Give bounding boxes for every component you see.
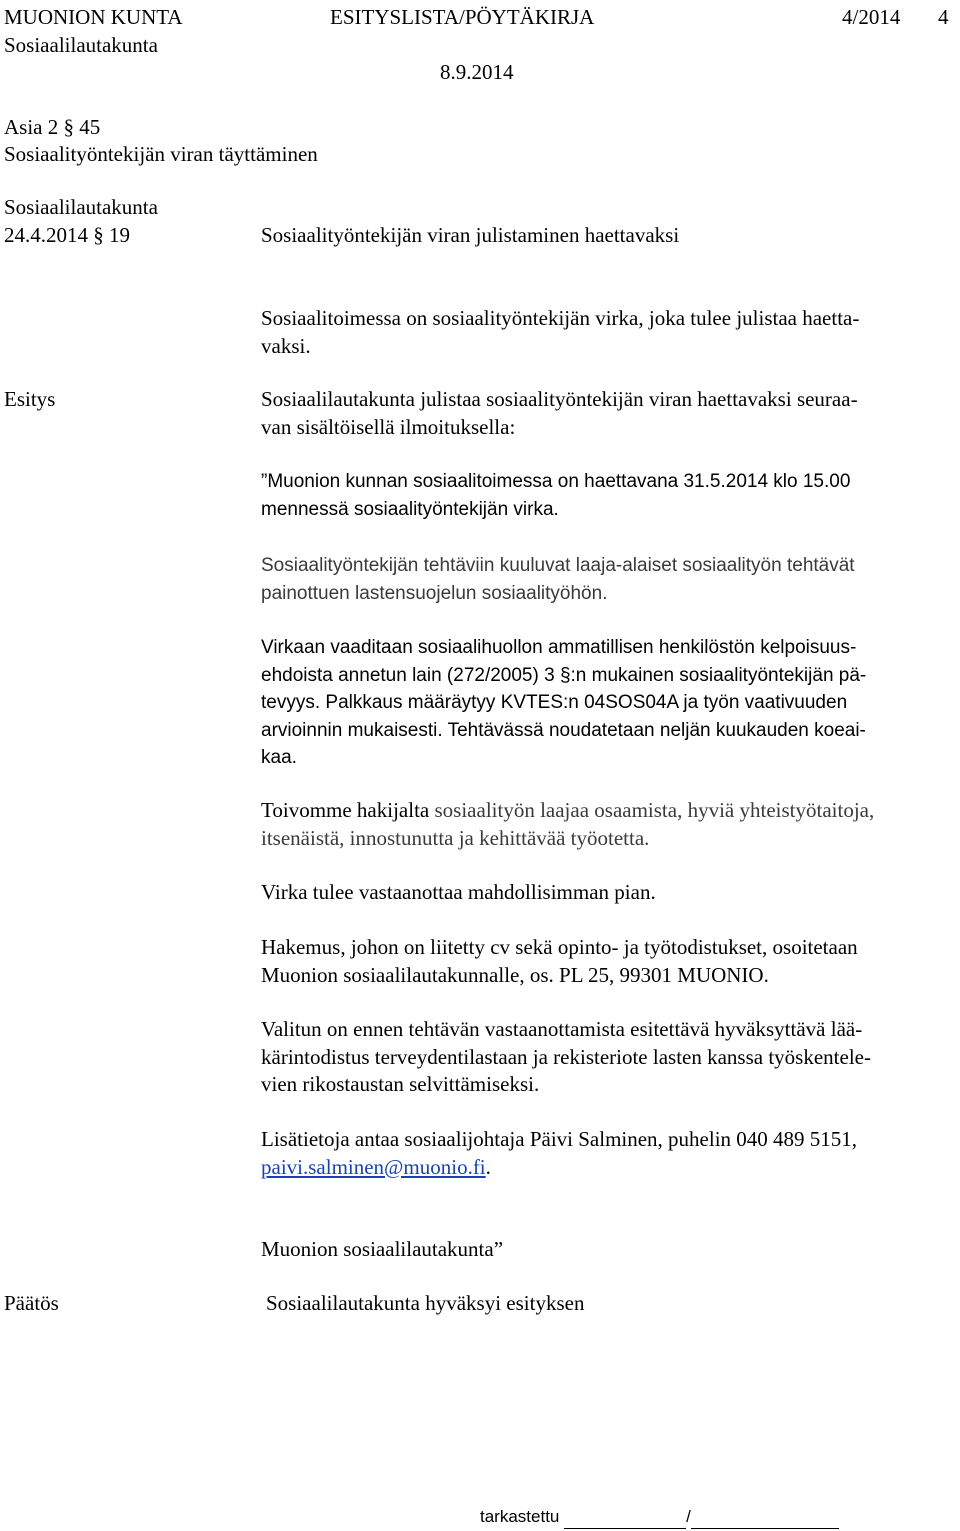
text-line: ehdoista annetun lain (272/2005) 3 §:n mukainen sosiaalityöntekijän pä- (261, 664, 867, 686)
esitys-paragraph (261, 386, 956, 441)
text-line: vaksi. (261, 333, 311, 358)
announcement-signature (261, 1236, 956, 1264)
page-number: 4 (938, 5, 949, 29)
text-line: Virkaan vaaditaan sosiaalihuollon ammatillisen henkilöstön kelpoisuus- (261, 637, 857, 658)
text-line: mennessä sosiaalityöntekijän virka. (261, 498, 559, 520)
announcement-p4 (261, 797, 956, 852)
esitys-label: Esitys (4, 387, 56, 411)
intro-paragraph (261, 305, 956, 360)
paatos-text: Sosiaalilautakunta hyväksyi esityksen (266, 1291, 585, 1315)
email-link[interactable]: paivi.salminen@muonio.fi (261, 1154, 486, 1179)
announcement-p1 (261, 468, 956, 523)
announcement-p7 (261, 1016, 956, 1099)
announcement-p2 (261, 552, 956, 607)
checked-slash: / (686, 1507, 691, 1526)
text-line: kaa. (261, 747, 297, 768)
prev-title: Sosiaalityöntekijän viran julistaminen haettavaksi (261, 223, 680, 247)
announcement-p5 (261, 879, 956, 907)
text-line: Virka tulee vastaanottaa mahdollisimman pian. (261, 880, 656, 904)
announcement-p3 (261, 634, 956, 772)
text-line: Muonion sosiaalilautakunta” (261, 1237, 504, 1261)
checked-line (480, 1506, 839, 1529)
text-line: Sosiaalitoimessa on sosiaalityöntekijän virka, joka tulee julistaa haetta- (261, 306, 860, 330)
announcement-p8 (261, 1126, 956, 1181)
text-line: arvioinnin mukaisesti. Tehtävässä noudatetaan neljän kuukauden koeai- (261, 719, 866, 741)
announcement-p6 (261, 934, 956, 989)
text-rest: sosiaalityön laajaa osaamista, hyviä yhteistyötaitoja, (429, 798, 875, 822)
text-line: Lisätietoja antaa sosiaalijohtaja Päivi Salminen, puhelin 040 489 5151, (261, 1127, 858, 1151)
signature-line-2 (691, 1506, 839, 1529)
signature-line-1 (564, 1506, 686, 1529)
meeting-date: 8.9.2014 (440, 60, 514, 84)
text-line: Valitun on ennen tehtävän vastaanottamista esitettävä hyväksyttävä lää- (261, 1017, 863, 1041)
issue-number: 4/2014 (842, 5, 901, 29)
text-line: Sosiaalilautakunta julistaa sosiaalityöntekijän viran haettavaksi seuraa- (261, 387, 858, 411)
text-lead: Toivomme hakijalta (261, 798, 430, 822)
text-line: Hakemus, johon on liitetty cv sekä opinto- ja työtodistukset, osoitetaan (261, 935, 858, 959)
text-line (261, 797, 956, 825)
board-name: Sosiaalilautakunta (4, 33, 158, 57)
prev-board: Sosiaalilautakunta (4, 195, 158, 219)
text-line: van sisältöisellä ilmoituksella: (261, 414, 516, 439)
text-line: itsenäistä, innostunutta ja kehittävää työotetta. (261, 825, 650, 850)
text-line: tevyys. Palkkaus määräytyy KVTES:n 04SOS04A ja työn vaativuuden (261, 692, 848, 713)
text-line (261, 1154, 956, 1182)
municipality-name: MUONION KUNTA (4, 5, 183, 29)
text-line: Muonion sosiaalilautakunnalle, os. PL 25, 99301 MUONIO. (261, 962, 769, 987)
document-type: ESITYSLISTA/PÖYTÄKIRJA (330, 5, 595, 29)
text-line: painottuen lastensuojelun sosiaalityöhön. (261, 582, 608, 604)
text-line: ”Muonion kunnan sosiaalitoimessa on haettavana 31.5.2014 klo 15.00 (261, 471, 851, 492)
item-title: Sosiaalityöntekijän viran täyttäminen (4, 142, 318, 166)
text-line: kärintodistus terveydentilastaan ja rekisteriote lasten kanssa työskentele- (261, 1044, 871, 1069)
text-line: vien rikostaustan selvittämiseksi. (261, 1072, 540, 1096)
prev-reference: 24.4.2014 § 19 (4, 223, 130, 247)
paatos-label: Päätös (4, 1291, 59, 1315)
checked-label: tarkastettu (480, 1507, 560, 1526)
text-line: Sosiaalityöntekijän tehtäviin kuuluvat laaja-alaiset sosiaalityön tehtävät (261, 555, 855, 576)
text-end: . (485, 1154, 491, 1179)
item-number: Asia 2 § 45 (4, 115, 101, 139)
